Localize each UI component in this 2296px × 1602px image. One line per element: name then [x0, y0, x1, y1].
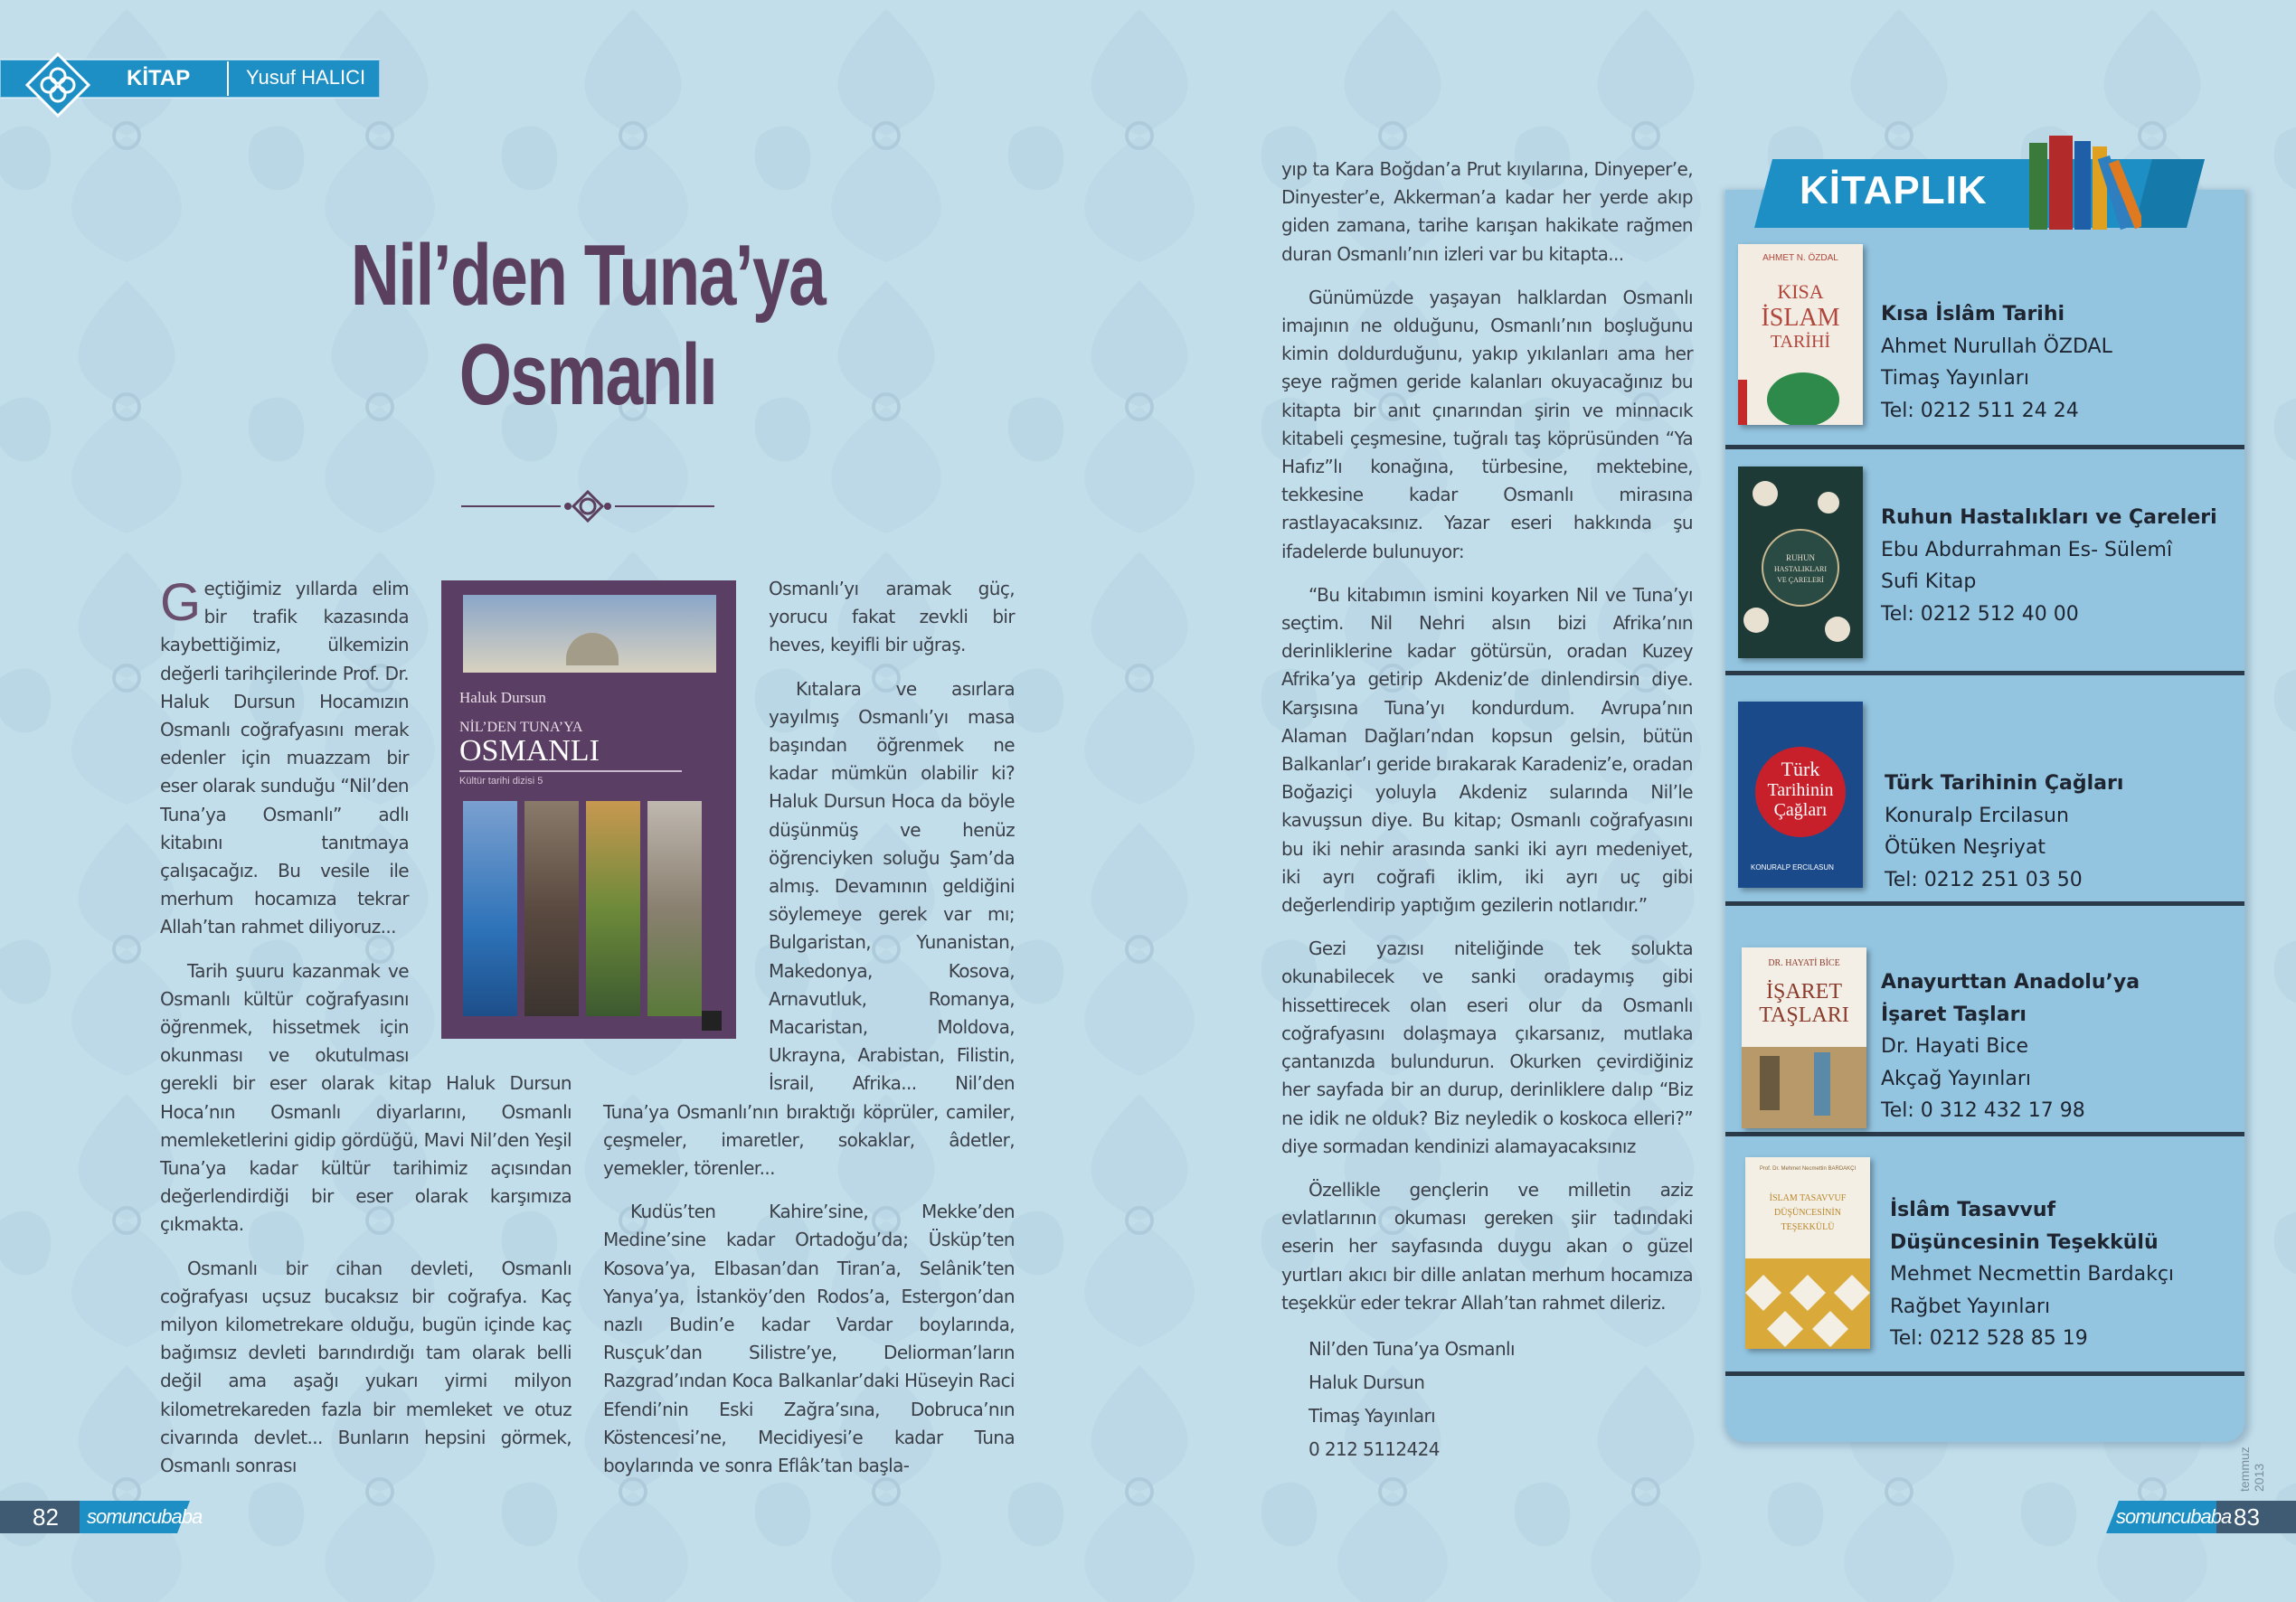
title-ornament-icon [461, 488, 714, 524]
cover-author: Haluk Dursun [459, 689, 546, 706]
book-author: Konuralp Ercilasun [1885, 804, 2069, 827]
book-info [1885, 768, 2123, 896]
paragraph: “Bu kitabımın ismini koyarken Nil ve Tuna’yı seçtim. Nil Nehri alsın bizi Afrika’nın derinliklerine kadar götürsün, oradan Kuzey Afrika’ya getirip Akdeniz’de dinlendirsin diye. Karşısına Tuna’yı kondurdum. Avrupa’nın Alaman Dağları’ndan kopsun gelsin, bütün Balkanlar’ı geride bırakarak Karadeniz’e, oradan Boğaziçi yoluyla Akdeniz sularında Nil’le kavuşsun diye. Bu kitap; Osmanlı coğrafyasını bu iki nehir arasında sanki iki ayrı medeniyet, iki ayrı coğrafi iklim, iki ayrı uç gibi değerlendirip yaptığım gezilerin notlarıdır.” [1281, 583, 1693, 917]
cover-subtitle: NİL’DEN TUNA’YA [459, 720, 583, 735]
thumb-text: HASTALIKLARI [1773, 565, 1828, 573]
drop-cap: G [160, 573, 201, 632]
book-title: Türk Tarihinin Çağları [1885, 772, 2124, 795]
page-number-left: 82 [33, 1503, 59, 1531]
book-phone: Tel: 0212 511 24 24 [1881, 399, 2079, 422]
paragraph: Özellikle gençlerin ve milletin aziz evlatlarının okuması gereken şiir tadındaki eserin her sayfasında duygu akan o güzel yurtları akıcı bir dille anlatan merhum hocamıza teşekkür eder tekrar Allah’tan rahmet dileriz. [1281, 1178, 1693, 1314]
footer-brand-left: somuncubaba [87, 1505, 203, 1528]
article-title [341, 226, 835, 425]
book-phone: Tel: 0212 512 40 00 [1881, 602, 2079, 626]
publisher-logo [702, 1011, 722, 1031]
book-info [1881, 502, 2217, 630]
article-column-3 [1281, 155, 1693, 1466]
thumb-text: Prof. Dr. Mehmet Necmettin BARDAKÇI [1759, 1166, 1857, 1172]
book-publisher: Akçağ Yayınları [1881, 1067, 2032, 1090]
thumb-text: TAŞLARI [1759, 1004, 1849, 1027]
book-title: Anayurttan Anadolu’ya [1881, 971, 2140, 994]
book-title: Düşüncesinin Teşekkülü [1890, 1230, 2159, 1254]
kitaplik-heading: KİTAPLIK [1800, 168, 1988, 212]
paragraph: Gezi yazısı niteliğinde tek solukta okunabilecek ve sanki oradaymış gibi hissettirecek olan eseri olur da Osmanlı coğrafyasını dolaşmaya çıkarsanız, mutlaka çantanızda bulundurun. Okurken çevirdiğiniz her sayfada bir an durup, derinliklere dalıp “Biz ne idik ne olduk? Biz neyledik o koskoca elleri?” diye sormadan kendinizi alamayacaksınız [1281, 938, 1693, 1157]
book-info-author: Haluk Dursun [1309, 1371, 1425, 1393]
diamond-logo-icon [25, 52, 90, 118]
title-line-1: Nil’den Tuna’ya [350, 227, 826, 324]
book-author: Ahmet Nurullah ÖZDAL [1881, 335, 2112, 358]
thumb-text: İŞARET [1766, 980, 1842, 1004]
book-phone: Tel: 0 312 432 17 98 [1881, 1099, 2085, 1122]
cover-photo [586, 801, 640, 1016]
cover-title: OSMANLI [459, 734, 600, 768]
thumb-text: TEŞEKKÜLÜ [1781, 1222, 1835, 1232]
book-title: Ruhun Hastalıkları ve Çareleri [1881, 506, 2217, 529]
paragraph: Osmanlı’yı aramak güç, yorucu fakat zevkli bir heves, keyifli bir uğraş. [769, 578, 1015, 656]
thumb-text: RUHUN [1785, 553, 1816, 562]
thumb-text: Türk [1781, 758, 1820, 780]
paragraph: yıp ta Kara Boğdan’a Prut kıyılarına, Dinyeper’e, Dinyester’e, Akkerman’a kadar her yerde akıp giden zamana, tarihe karışan hakikate rağmen duran Osmanlı’nın izleri var bu kitapta... [1281, 158, 1693, 265]
book-phone: Tel: 0212 251 03 50 [1885, 868, 2083, 891]
thumb-text: KONURALP ERCILASUN [1751, 863, 1834, 872]
thumb-text: TARİHİ [1770, 332, 1831, 352]
thumb-text: İSLAM [1761, 304, 1840, 332]
title-line-2: Osmanlı [458, 326, 717, 423]
cover-series: Kültür tarihi dizisi 5 [459, 776, 543, 787]
cover-photo [463, 801, 517, 1016]
paragraph: Kudüs’ten Kahire’sine, Mekke’den Medine’sine kadar Ortadoğu’da; Üsküp’ten Kosova’ya, Elbasan’dan Tiran’a, Selânik’ten Yanya’ya, İstanköy’den Rodos’a, Estergon’dan nazlı Budin’e kadar Vardar boylarında, Rusçuk’dan Silistre’ye, Deliorman’ların Razgrad’ından Koca Balkanlar’daki Hüseyin Raci Efendi’nin Eski Zağra’sına, Dobruca’nın Köstencesi’ne, Mecidiyesi’e kadar Tuna boylarında ve sonra Eflâk’tan başla- [603, 1201, 1015, 1477]
books-icon [2024, 132, 2141, 231]
book-cover-thumbnail [1738, 702, 1863, 888]
book-info-publisher: Timaş Yayınları [1309, 1404, 1436, 1427]
book-title: Kısa İslâm Tarihi [1881, 303, 2065, 325]
book-info-title: Nil’den Tuna’ya Osmanlı [1309, 1337, 1515, 1360]
book-cover-thumbnail [1738, 244, 1863, 425]
thumb-text: DR. HAYATİ BİCE [1768, 958, 1840, 968]
section-label: KİTAP [127, 66, 191, 90]
book-info-phone: 0 212 5112424 [1309, 1437, 1440, 1460]
book-cover-thumbnail [1738, 466, 1863, 658]
book-publisher: Rağbet Yayınları [1890, 1295, 2051, 1318]
article-author: Yusuf HALICI [246, 66, 366, 89]
issue-date: temmuz 2013 [2237, 1447, 2266, 1492]
book-author: Mehmet Necmettin Bardakçı [1890, 1263, 2175, 1286]
book-cover-thumbnail [1742, 947, 1866, 1128]
book-publisher: Sufi Kitap [1881, 570, 1977, 593]
cover-rule [459, 770, 682, 772]
thumb-text: Çağları [1773, 800, 1828, 820]
book-publisher: Ötüken Neşriyat [1885, 836, 2046, 859]
book-phone: Tel: 0212 528 85 19 [1890, 1327, 2088, 1350]
thumb-text: VE ÇARELERİ [1777, 576, 1824, 584]
paragraph: Osmanlı bir cihan devleti, Osmanlı coğrafyası uçsuz bucaksız bir coğrafya. Kaç milyon kilometrekare olduğu, bugün içinde kaç bağımsız devleti barındırdığı tam olarak belli değil ama aşağı yukarı yirmi milyon kilometrekareden fazla bir memleket ve otuz civarında devlet... Bunların hepsini görmek, Osmanlı sonrası [160, 1257, 572, 1477]
thumb-text: İSLAM TASAVVUF [1769, 1193, 1847, 1203]
page-number-right: 83 [2234, 1503, 2260, 1531]
book-info [1881, 298, 2112, 427]
book-title: İşaret Taşları [1881, 1003, 2027, 1026]
thumb-text: AHMET N. ÖZDAL [1762, 253, 1838, 263]
paragraph: eçtiğimiz yıllarda elim bir trafik kazasında kaybettiğimiz, ülkemizin değerli tarihçilerinde Prof. Dr. Haluk Dursun Hocamızın Osmanlı coğrafyasını merak edenler için muazzam bir eser olarak sunduğu “Nil’den Tuna’ya Osmanlı” adlı kitabını tanıtmaya çalışacağız. Bu vesile ile merhum hocamıza tekrar Allah’tan rahmet diliyoruz... [160, 578, 409, 938]
paragraph: Tarih şuuru kazanmak ve Osmanlı kültür coğrafyasını öğrenmek, hissetmek için okunması ve okutulması gerekli bir eser olarak kitap Haluk Dursun Hoca’nın Osmanlı diyarlarını, Osmanlı memleketlerini gidip gördüğü, Mavi Nil’den Yeşil Tuna’ya kadar kültür tarihimiz açısından değerlendirdiği bir eser olarak karşımıza çıkmakta. [160, 959, 572, 1236]
cover-photo [524, 801, 579, 1016]
book-info [1890, 1194, 2174, 1355]
book-author: Ebu Abdurrahman Es- Sülemî [1881, 538, 2173, 561]
cover-photo [647, 801, 702, 1016]
book-title: İslâm Tasavvuf [1890, 1199, 2056, 1221]
thumb-text: KISA [1777, 280, 1824, 303]
book-cover-thumbnail [1745, 1157, 1870, 1349]
book-author: Dr. Hayati Bice [1881, 1035, 2029, 1058]
paragraph: Kıtalara ve asırlara yayılmış Osmanlı’yı masa başından öğrenmek ne kadar mümkün olabilir ki? Haluk Dursun Hoca da böyle düşünmüş ve henüz öğrenciyken soluğu Şam’da almış. Devamının geldiğini söylemeye gerek var mı; Bulgaristan, Yunanistan, Makedonya, Kosova, Arnavutluk, Romanya, Macaristan, Moldova, Ukrayna, Arabistan, Filistin, İsrail, Afrika... Nil’den Tuna’ya Osmanlı’nın bıraktığı köprüler, camiler, çeşmeler, imaretler, sokaklar, âdetler, yemekler, törenler... [603, 677, 1015, 1180]
book-info [1881, 966, 2140, 1127]
paragraph: Günümüzde yaşayan halklardan Osmanlı imajının ne olduğunu, Osmanlı’nın boşluğunu kimin doldurduğunu, yakıp yıkılanları ama her şeye rağmen geride kalanları okuyacağınız bu kitapta bir anıt çınarından şirin ve minnacık kitabeli çeşmesine, tuğralı taş köprüsünden “Ya Hafız”lı konağına, türbesine, mektebine, tekkesine kadar Osmanlı mirasına rastlayacaksınız. Yazar eseri hakkında şu ifadelerde bulunuyor: [1281, 286, 1693, 562]
thumb-text: DÜŞÜNCESİNİN [1774, 1208, 1841, 1218]
thumb-text: Tarihinin [1767, 780, 1834, 800]
book-publisher: Timaş Yayınları [1881, 367, 2029, 390]
footer-brand-right: somuncubaba [2116, 1505, 2232, 1528]
